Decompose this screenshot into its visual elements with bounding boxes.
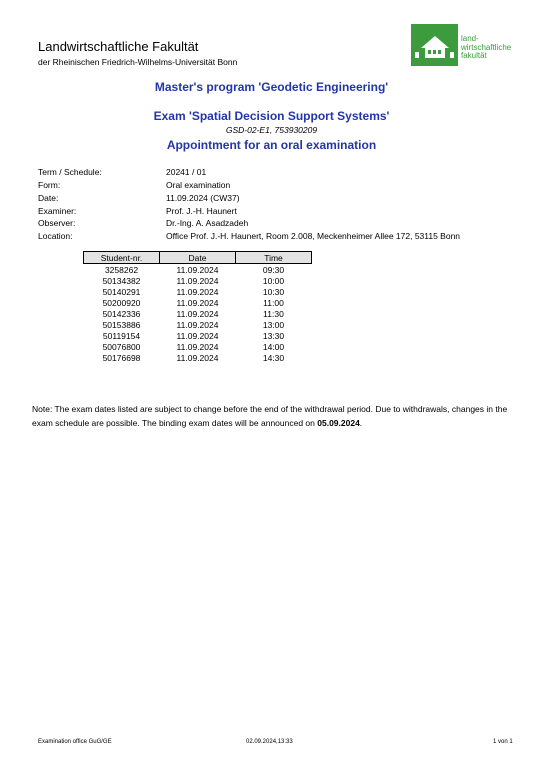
appointment-heading: Appointment for an oral examination — [166, 138, 377, 152]
footer-timestamp: 02.09.2024,13:33 — [246, 739, 293, 745]
date-cell: 11.09.2024 — [176, 352, 219, 363]
info-value-term: 20241 / 01 — [166, 167, 207, 177]
date-cell: 11.09.2024 — [176, 286, 219, 297]
table-row — [84, 341, 312, 352]
table-row — [84, 286, 312, 297]
schedule-table — [83, 251, 312, 363]
schedule-header-row — [84, 252, 312, 264]
faculty-subtitle: der Rheinischen Friedrich-Wilhelms-Universität Bonn — [38, 57, 238, 67]
info-label-date: Date: — [38, 193, 59, 203]
info-label-examiner: Examiner: — [38, 206, 77, 216]
faculty-logo — [411, 24, 516, 66]
info-value-examiner: Prof. J.-H. Haunert — [166, 206, 237, 216]
time-cell: 11:30 — [263, 308, 284, 319]
footer-office: Examination office GuG/GE — [38, 739, 112, 745]
faculty-logo-icon — [411, 24, 458, 66]
student-nr-cell: 50076800 — [102, 341, 141, 352]
time-cell: 14:00 — [262, 341, 285, 352]
student-nr-cell: 50134382 — [102, 275, 141, 286]
logo-wordmark: land- wirtschaftliche fakultät — [461, 34, 512, 60]
program-heading: Master's program 'Geodetic Engineering' — [154, 80, 389, 94]
table-row — [84, 330, 312, 341]
exam-heading: Exam 'Spatial Decision Support Systems' — [153, 109, 390, 123]
date-cell: 11.09.2024 — [176, 330, 219, 341]
info-value-observer: Dr.-Ing. A. Asadzadeh — [166, 218, 249, 228]
student-nr-cell: 50176698 — [102, 352, 141, 363]
date-cell: 11.09.2024 — [176, 297, 219, 308]
column-header-student-nr: Student-nr. — [84, 252, 160, 264]
date-cell: 11.09.2024 — [176, 319, 219, 330]
student-nr-cell: 50119154 — [102, 330, 141, 341]
table-row — [84, 352, 312, 363]
student-nr-cell: 50200920 — [102, 297, 141, 308]
announcement-date: 05.09.2024 — [317, 418, 360, 428]
note-text: Note: The exam dates listed are subject to change before the end of the withdrawal period. Due to withdrawals, changes in the exam schedule are possible. The binding exam dates will be announced on — [32, 404, 508, 428]
table-row — [84, 308, 312, 319]
exam-code: GSD-02-E1, 753930209 — [225, 125, 318, 135]
info-label-term: Term / Schedule: — [38, 167, 102, 177]
date-cell: 11.09.2024 — [176, 308, 219, 319]
info-label-location: Location: — [38, 231, 73, 241]
date-cell: 11.09.2024 — [176, 341, 219, 352]
student-nr-cell: 50153886 — [102, 319, 141, 330]
date-cell: 11.09.2024 — [176, 264, 219, 275]
info-value-form: Oral examination — [166, 180, 231, 190]
info-value-location: Office Prof. J.-H. Haunert, Room 2.008, Meckenheimer Allee 172, 53115 Bonn — [166, 231, 461, 241]
time-cell: 13:30 — [262, 330, 285, 341]
student-nr-cell: 50140291 — [102, 286, 141, 297]
time-cell: 09:30 — [262, 264, 285, 275]
time-cell: 13:00 — [262, 319, 285, 330]
exam-note — [32, 402, 517, 430]
time-cell: 10:00 — [262, 275, 285, 286]
faculty-title: Landwirtschaftliche Fakultät — [38, 39, 199, 54]
time-cell: 14:30 — [262, 352, 285, 363]
student-nr-cell: 50142336 — [102, 308, 141, 319]
table-row — [84, 297, 312, 308]
info-label-observer: Observer: — [38, 218, 76, 228]
info-value-date: 11.09.2024 (CW37) — [166, 193, 240, 203]
table-row — [84, 319, 312, 330]
time-cell: 10:30 — [262, 286, 285, 297]
info-label-form: Form: — [38, 180, 61, 190]
column-header-time: Time — [236, 252, 312, 264]
time-cell: 11:00 — [263, 297, 284, 308]
student-nr-cell: 3258262 — [104, 264, 139, 275]
date-cell: 11.09.2024 — [176, 275, 219, 286]
note-end: . — [359, 418, 363, 428]
table-row — [84, 275, 312, 286]
table-row — [84, 264, 312, 276]
footer-page-count: 1 von 1 — [493, 739, 513, 745]
column-header-date: Date — [160, 252, 236, 264]
